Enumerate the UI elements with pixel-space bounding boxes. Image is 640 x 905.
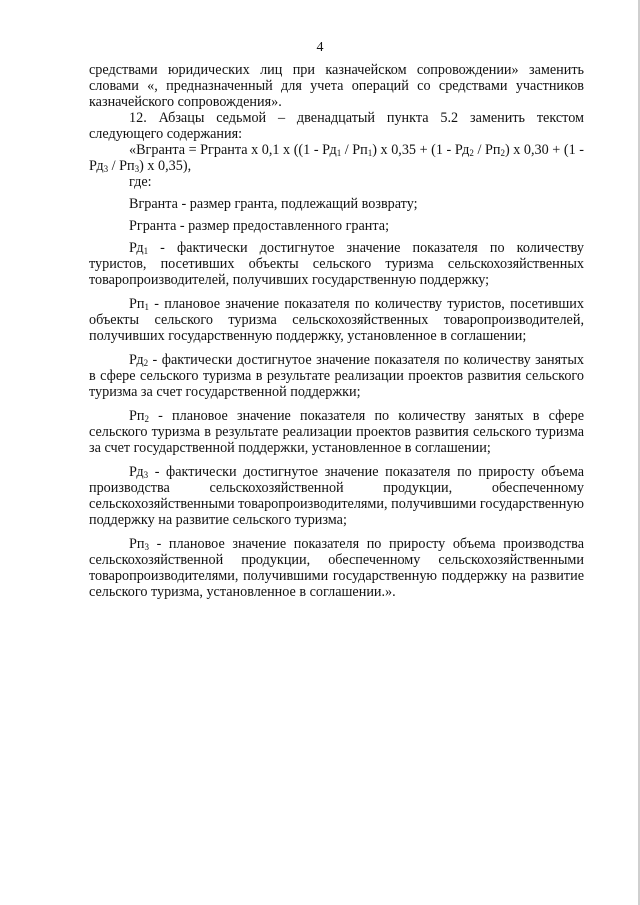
definition-rp3: $Рп_3$ - плановое значение показателя по приросту объема производства сельскохозяйственной продукции, обеспеченному сельскохозяйственными товаропроизводителями, получившими государственную поддержку на развитие сельского туризма, установленное в соглашении.». [89, 536, 584, 600]
definition-r-granta: Ргранта - размер предоставленного гранта; [129, 218, 390, 234]
definition-rd2: $Рд_2$ - фактически достигнутое значение показателя по количеству занятых в сфере сельского туризма в результате реализации проектов развития сельского туризма за счет государственной поддержки; [89, 352, 584, 400]
definition-rp1: $Рп_1$ - плановое значение показателя по количеству туристов, посетивших объекты сельского туризма сельскохозяйственных товаропроизводителей, получивших государственную поддержку, установленное в соглашении; [89, 296, 584, 344]
paragraph-12: 12. Абзацы седьмой – двенадцатый пункта 5.2 заменить текстом следующего содержания: [89, 110, 584, 142]
page-number: 4 [316, 40, 324, 55]
definition-rp2: $Рп_2$ - плановое значение показателя по количеству занятых в сфере сельского туризма в результате реализации проектов развития сельского туризма за счет государственной поддержки, установленное в соглашении; [89, 408, 584, 456]
paragraph-intro: средствами юридических лиц при казначейском сопровождении» заменить словами «, предназначенный для учета операций со средствами участников казначейского сопровождения». [89, 62, 584, 110]
formula: «Вгранта = Ргранта x 0,1 x ($(1 - Рд_1 / Рп_1)$ x $0,35 + (1 - Рд_2 / Рп_2)$ x $0,30 + (1 - Рд_3 / Рп_3)$ x 0,35), [89, 142, 584, 174]
definition-rd3: $Рд_3$ - фактически достигнутое значение показателя по приросту объема производства сельскохозяйственной продукции, обеспеченному сельскохозяйственными товаропроизводителями, получившими государственную поддержку на развитие сельского туризма; [89, 464, 584, 528]
definition-rd1: $Рд_1$ - фактически достигнутое значение показателя по количеству туристов, посетивших объекты сельского туризма сельскохозяйственных товаропроизводителей, получивших государственную поддержку; [89, 240, 584, 288]
where-label: где: [129, 174, 152, 190]
definition-v-granta: Вгранта - размер гранта, подлежащий возврату; [129, 196, 418, 212]
document-body [89, 62, 584, 600]
